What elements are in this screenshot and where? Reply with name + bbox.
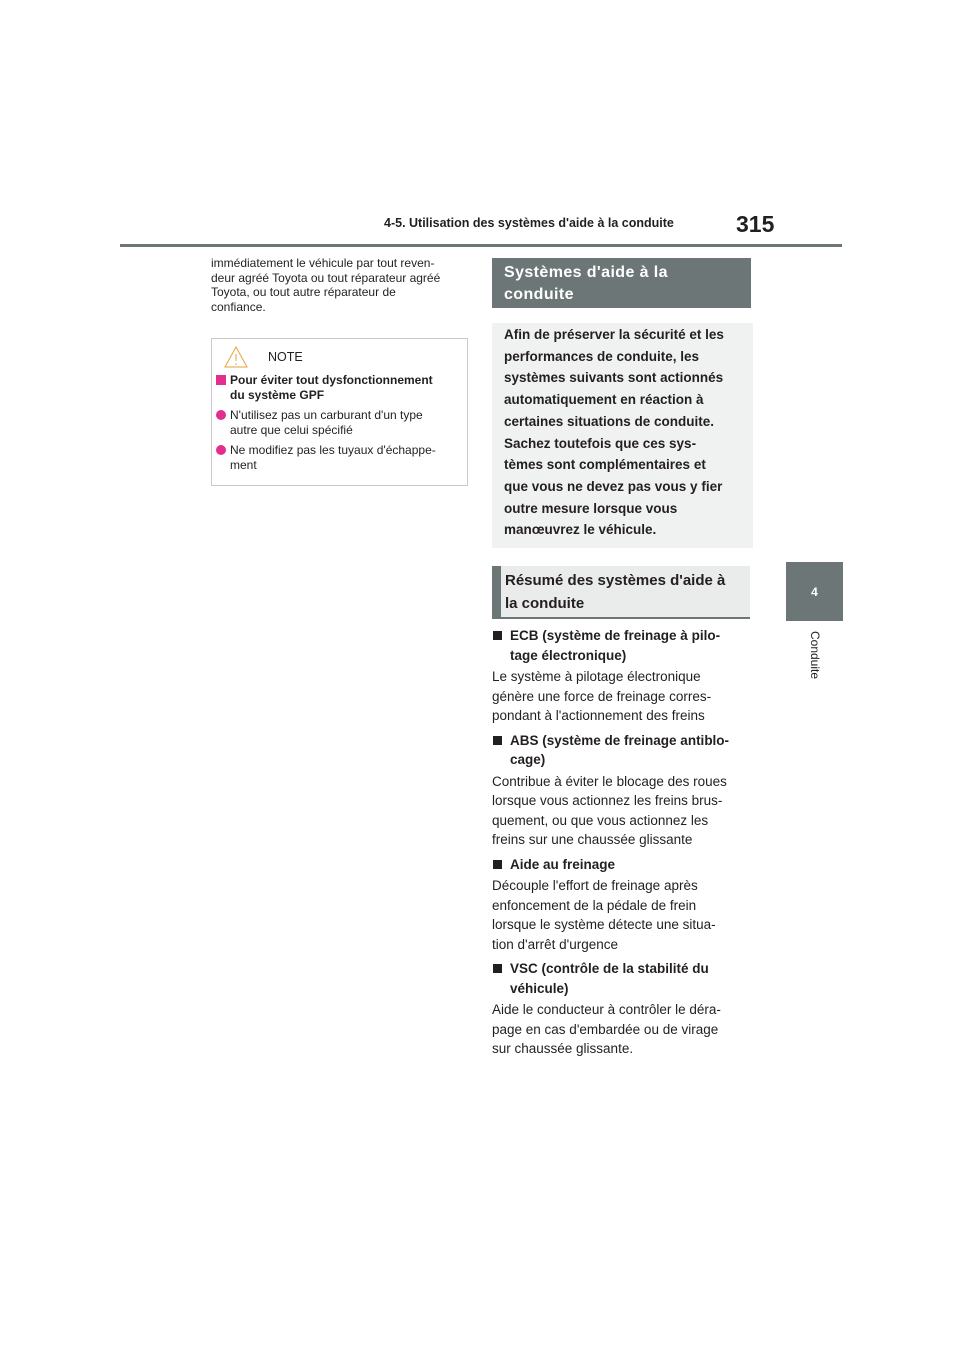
system-item-brake-assist <box>492 855 754 955</box>
circle-bullet-icon <box>216 445 226 455</box>
left-column <box>211 256 469 314</box>
note-title: Pour éviter tout dysfonctionnement du système GPF <box>230 373 433 402</box>
note-items <box>216 373 459 478</box>
note-list-item <box>216 408 459 437</box>
square-bullet-icon <box>493 964 502 973</box>
note-list-item <box>216 443 459 472</box>
system-title: Aide au freinage <box>510 856 616 872</box>
system-heading <box>492 626 754 665</box>
page-number: 315 <box>736 211 775 237</box>
continued-paragraph: immédiatement le véhicule par tout reven- deur agréé Toyota ou tout réparateur agréé Toyota, ou tout autre réparateur de confiance. <box>211 256 441 314</box>
note-item-text: N'utilisez pas un carburant d'un type autre que celui spécifié <box>230 408 423 437</box>
section-header-title: 4-5. Utilisation des systèmes d'aide à la conduite <box>384 216 674 230</box>
chapter-number: 4 <box>811 584 818 599</box>
square-bullet-icon <box>216 375 226 385</box>
circle-bullet-icon <box>216 410 226 420</box>
system-item-vsc <box>492 959 754 1059</box>
summary-heading-box <box>492 566 750 619</box>
chapter-tab <box>786 562 843 621</box>
system-heading <box>492 959 754 998</box>
square-bullet-icon <box>493 736 502 745</box>
intro-text: Afin de préserver la sécurité et les performances de conduite, les systèmes suivants sont actionnés automatiquement en réaction à certaines situations de conduite. Sachez toutefois que ces sys- tèmes sont complémentaires et que vous ne devez pas vous y fier outre mesure lorsque vous manœuvrez le véhicule. <box>504 327 724 538</box>
square-bullet-icon <box>493 860 502 869</box>
section-title-box <box>492 258 751 308</box>
system-item-ecb <box>492 626 754 726</box>
note-box <box>211 338 468 486</box>
system-heading <box>492 855 754 875</box>
systems-list <box>492 626 754 1064</box>
system-description: Contribue à éviter le blocage des roues lorsque vous actionnez les freins brus- quement, ou que vous actionnez les freins sur une chaussée glissante <box>492 773 727 847</box>
intro-box <box>492 323 753 548</box>
system-description: Découple l'effort de freinage après enfoncement de la pédale de frein lorsque le système détecte une situa- tion d'arrêt d'urgence <box>492 878 716 952</box>
chapter-label-container <box>786 624 843 686</box>
system-item-abs <box>492 731 754 850</box>
note-item-text: Ne modifiez pas les tuyaux d'échappe- ment <box>230 443 436 472</box>
system-heading <box>492 731 754 770</box>
system-title: ABS (système de freinage antiblo- cage) <box>510 732 730 767</box>
system-title: VSC (contrôle de la stabilité du véhicule) <box>510 961 709 996</box>
warning-triangle-icon <box>224 346 248 368</box>
system-description: Le système à pilotage électronique génère une force de freinage corres- pondant à l'actionnement des freins <box>492 669 712 723</box>
section-title: Systèmes d'aide à la conduite <box>504 264 668 303</box>
note-label: NOTE <box>268 350 303 364</box>
chapter-label: Conduite <box>807 630 822 680</box>
header-divider <box>120 244 842 247</box>
system-title: ECB (système de freinage à pilo- tage électronique) <box>510 628 721 663</box>
system-description: Aide le conducteur à contrôler le déra- page en cas d'embardée ou de virage sur chaussée glissante. <box>492 1002 721 1056</box>
square-bullet-icon <box>493 631 502 640</box>
note-title-item <box>216 373 459 402</box>
summary-heading: Résumé des systèmes d'aide à la conduite <box>505 572 726 612</box>
note-header <box>224 343 303 371</box>
